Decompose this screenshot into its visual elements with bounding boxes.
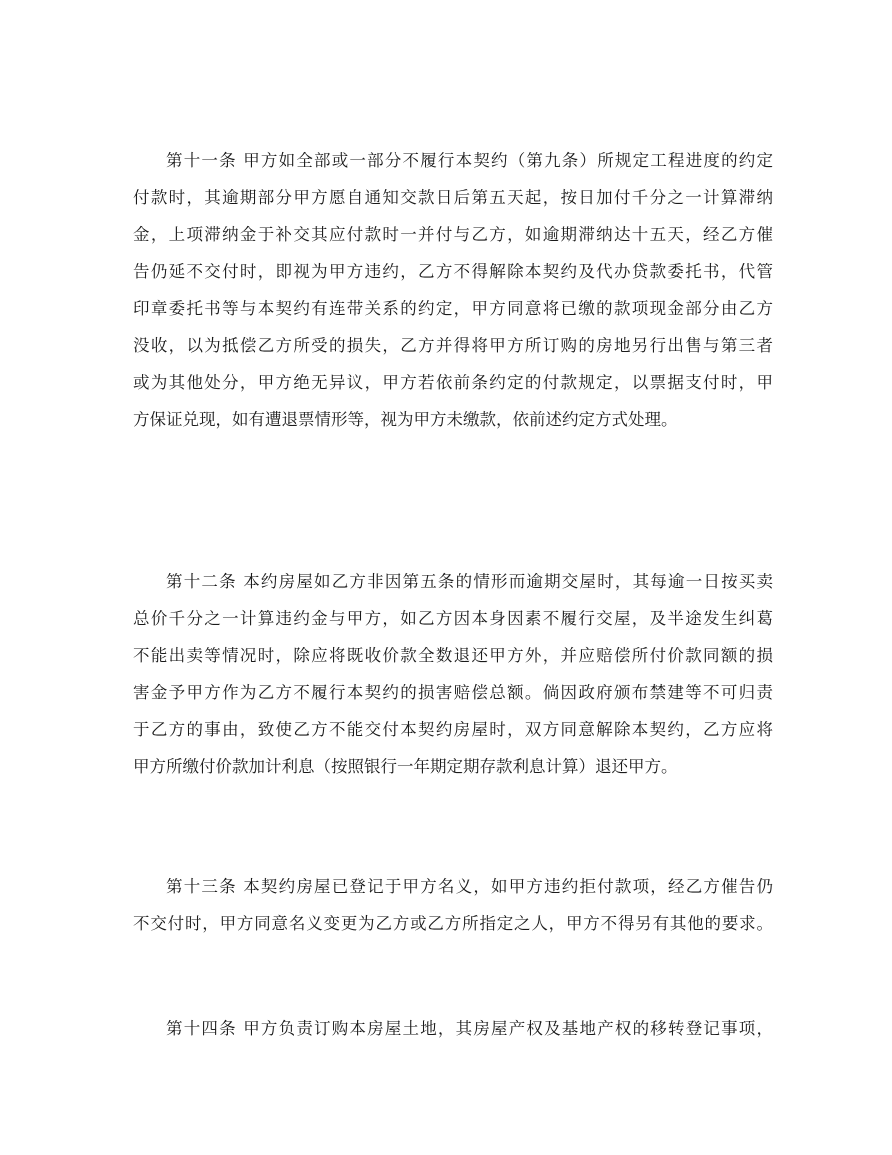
article-12-paragraph [133,563,773,785]
paragraph-line: 第十四条 甲方负责订购本房屋土地，其房屋产权及基地产权的移转登记事项， [166,1019,773,1038]
paragraph-line: 方保证兑现，如有遭退票情形等，视为甲方未缴款，依前述约定方式处理。 [133,410,678,429]
paragraph-line: 总价千分之一计算违约金与甲方，如乙方因本身因素不履行交屋，及半途发生纠葛 [133,609,773,628]
paragraph-line: 甲方所缴付价款加计利息（按照银行一年期定期存款利息计算）退还甲方。 [133,757,678,776]
paragraph-line: 第十二条 本约房屋如乙方非因第五条的情形而逾期交屋时，其每逾一日按买卖 [166,572,773,591]
paragraph-line: 第十一条 甲方如全部或一部分不履行本契约（第九条）所规定工程进度的约定 [166,151,773,170]
paragraph-line: 第十三条 本契约房屋已登记于甲方名义，如甲方违约拒付款项，经乙方催告仍 [166,877,773,896]
paragraph-line: 付款时，其逾期部分甲方愿自通知交款日后第五天起，按日加付千分之一计算滞纳 [133,188,773,207]
paragraph-line: 或为其他处分，甲方绝无异议，甲方若依前条约定的付款规定，以票据支付时，甲 [133,373,773,392]
paragraph-line: 印章委托书等与本契约有连带关系的约定，甲方同意将已缴的款项现金部分由乙方 [133,299,773,318]
paragraph-line: 告仍延不交付时，即视为甲方违约，乙方不得解除本契约及代办贷款委托书，代管 [133,262,773,281]
paragraph-line: 金，上项滞纳金于补交其应付款时一并付与乙方，如逾期滞纳达十五天，经乙方催 [133,225,773,244]
article-14-paragraph [133,1010,773,1047]
paragraph-line: 不能出卖等情况时，除应将既收价款全数退还甲方外，并应赔偿所付价款同额的损 [133,646,773,665]
paragraph-line: 害金予甲方作为乙方不履行本契约的损害赔偿总额。倘因政府颁布禁建等不可归责 [133,683,773,702]
article-13-paragraph [133,868,773,942]
paragraph-line: 于乙方的事由，致使乙方不能交付本契约房屋时，双方同意解除本契约，乙方应将 [133,720,773,739]
article-11-paragraph [133,142,773,438]
paragraph-line: 不交付时，甲方同意名义变更为乙方或乙方所指定之人，甲方不得另有其他的要求。 [133,914,773,933]
paragraph-line: 没收，以为抵偿乙方所受的损失，乙方并得将甲方所订购的房地另行出售与第三者 [133,336,773,355]
